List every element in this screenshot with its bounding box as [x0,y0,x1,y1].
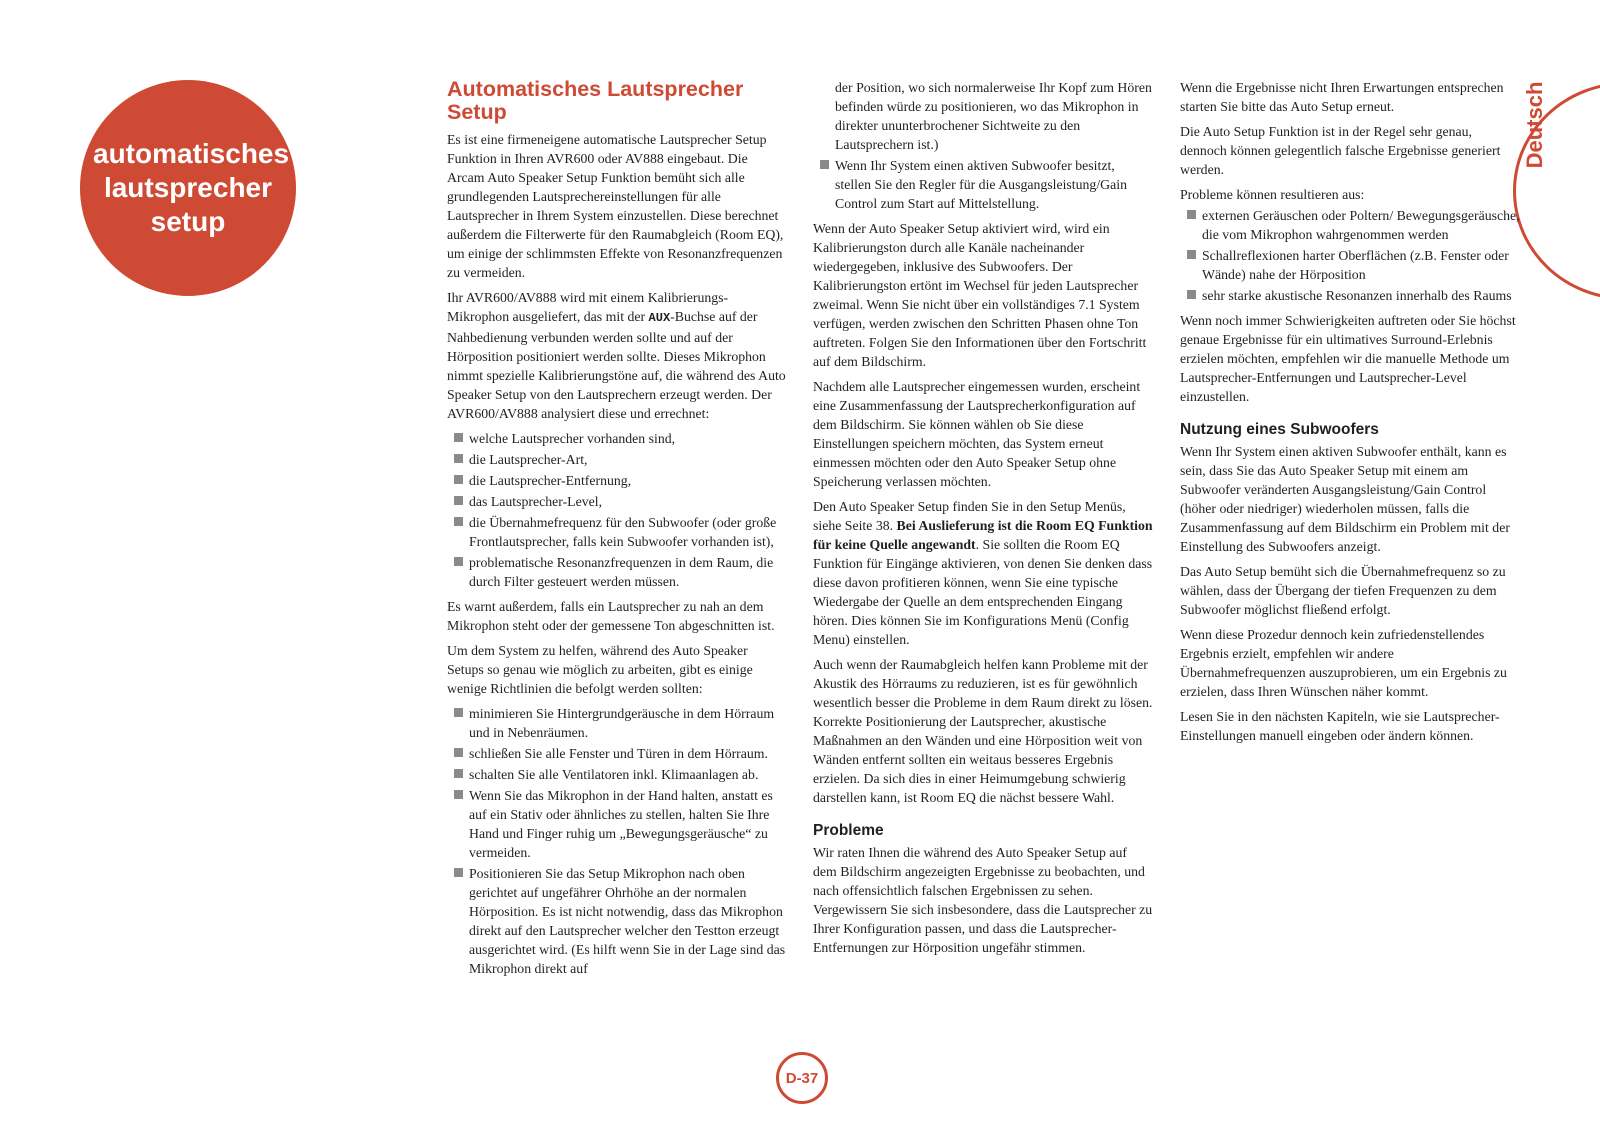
paragraph: Wenn diese Prozedur dennoch kein zufriedenstellendes Ergebnis erzielt, empfehlen wir andere Übernahmefrequenzen auszuprobieren, um ein Ergebnis zu erzielen, dass Ihren Wünschen näher kommt. [1180,627,1507,699]
list-item-text: Positionieren Sie das Setup Mikrophon nach oben gerichtet auf ungefährer Ohrhöhe an der normalen Hörposition. Es ist nicht notwendig, dass das Mikrophon direkt auf den Lautsprecher welcher den Testton erzeugt ausgerichtet wird. (Es hilft wenn Sie in der Lage sind das Mikrophon direkt auf [469,866,786,976]
list-item [469,864,787,978]
paragraph: Es warnt außerdem, falls ein Lautsprecher zu nah an dem Mikrophon steht oder der gemessene Ton abgeschnitten ist. [447,599,775,633]
square-bullet-icon [454,475,463,484]
list-item-text: minimieren Sie Hintergrundgeräusche in dem Hörraum und in Nebenräumen. [469,706,775,740]
paragraph: Es ist eine firmeneigene automatische Lautsprecher Setup Funktion in Ihren AVR600 oder AV888 eingebaut. Die Arcam Auto Speaker Setup Funktion bemüht sich alle grundlegenden Lautsprechereinstellungen für alle Lautsprecher in Ihrem System einzustellen. Diese berechnet außerdem die Filterwerte für den Raumabgleich (Room EQ), um einige der schlimmsten Effekte von Resonanzfrequenzen zu vermeiden. [447,132,784,280]
paragraph: Wenn Ihr System einen aktiven Subwoofer enthält, kann es sein, dass Sie das Auto Speaker Setup mit einem am Subwoofer veränderten Ausgangsleistung/Gain Control (höher oder niedriger) wiederholen müssen, falls die Zusammenfassung auf dem Bildschirm ein Problem mit der Einstellung des Subwoofers anzeigt. [1180,444,1510,554]
list-item-text: das Lautsprecher-Level, [469,494,603,509]
square-bullet-icon [454,790,463,799]
square-bullet-icon [454,557,463,566]
square-bullet-icon [1187,290,1196,299]
list-item [469,450,787,469]
text-run: Den Auto Speaker Setup finden Sie in den Setup Menüs, siehe Seite 38. [813,499,1126,533]
square-bullet-icon [454,708,463,717]
bold-notice: Bei Auslieferung ist die Room EQ Funktion für keine Quelle angewandt [813,518,1153,552]
list-item [469,744,787,763]
list-item [469,786,787,862]
paragraph: Wenn die Ergebnisse nicht Ihren Erwartungen entsprechen starten Sie bitte das Auto Setup erneut. [1180,80,1504,114]
paragraph: Lesen Sie in den nächsten Kapiteln, wie sie Lautsprecher-Einstellungen manuell eingeben oder ändern können. [1180,709,1500,743]
list-item-continuation: der Position, wo sich normalerweise Ihr Kopf zum Hören befinden würde zu positionieren, wo das Mikrophon in direkter ununterbrochener Sichtweite zu den Lautsprechern ist.) [835,80,1152,152]
list-item-text: Wenn Sie das Mikrophon in der Hand halten, anstatt es auf ein Stativ oder ähnliches zu stellen, halten Sie Ihre Hand und Finger ruhig um „Bewegungsgeräusche“ zu vermeiden. [469,788,773,860]
paragraph: Das Auto Setup bemüht sich die Übernahmefrequenz so zu wählen, dass der Übergang der tiefen Frequenzen zu dem Subwoofer möglichst fließend erfolgt. [1180,564,1506,617]
list-item-text: externen Geräuschen oder Poltern/ Bewegungsgeräusche, die vom Mikrophon wahrgenommen werden [1202,208,1520,242]
list-item [469,553,787,591]
continued-list [813,78,1153,154]
square-bullet-icon [454,517,463,526]
list-item-text: Wenn Ihr System einen aktiven Subwoofer besitzt, stellen Sie den Regler für die Ausgangsleistung/Gain Control zum Start auf Mittelstellung. [835,158,1127,211]
subwoofer-list [813,156,1153,213]
page-number: D-37 [785,1069,819,1087]
paragraph: Probleme können resultieren aus: [1180,187,1365,202]
square-bullet-icon [454,454,463,463]
text-run: -Buchse auf der Nahbedienung verbunden werden sollte und auf der Hörposition positioniert werden sollte. Dieses Mikrophon nimmt spezielle Kalibrierungstöne auf, die während des Auto Speaker Setup von den Lautsprechern erzeugt werden. Der AVR600/AV888 analysiert diese und errechnet: [447,309,786,421]
list-item [1202,246,1520,284]
list-item [1202,206,1520,244]
paragraph: Um dem System zu helfen, während des Auto Speaker Setups so genau wie möglich zu arbeiten, gibt es einige wenige Richtlinien die befolgt werden sollten: [447,643,753,696]
calculation-list [447,429,787,591]
paragraph: Wenn der Auto Speaker Setup aktiviert wird, wird ein Kalibrierungston durch alle Kanäle nacheinander wiedergegeben, inklusive des Subwoofers. Der Kalibrierungston ertönt im Wechsel für jeden Lautsprecher zweimal. Wenn Sie nicht über ein vollständiges 7.1 System verfügen, werden zwischen den Schritten Phasen ohne Ton auftreten. Folgen Sie den Informationen über den Fortschritt auf dem Bildschirm. [813,221,1147,369]
list-item-text: welche Lautsprecher vorhanden sind, [469,431,676,446]
list-item-text: die Übernahmefrequenz für den Subwoofer (oder große Frontlautsprecher, falls kein Subwoofer vorhanden ist), [469,515,777,549]
square-bullet-icon [820,160,829,169]
list-item [469,704,787,742]
paragraph: Wir raten Ihnen die während des Auto Speaker Setup auf dem Bildschirm angezeigten Ergebnisse zu beobachten, und nach offensichtlich falschen Ergebnissen zu sehen. Vergewissern Sie sich insbesondere, dass die Lautsprecher zu Ihrer Konfiguration passen, und dass die Lautsprecher-Entfernungen zur Hörposition ungefähr stimmen. [813,845,1153,955]
problems-heading: Probleme [813,822,884,839]
square-bullet-icon [454,433,463,442]
subwoofer-heading: Nutzung eines Subwoofers [1180,421,1379,438]
list-item-text: Schallreflexionen harter Oberflächen (z.B. Fenster oder Wände) nahe der Hörposition [1202,248,1509,282]
chapter-circle-badge [80,80,296,296]
language-tab-label: Deutsch [1522,81,1547,169]
list-item-text: schalten Sie alle Ventilatoren inkl. Klimaanlagen ab. [469,767,759,782]
paragraph [447,288,787,423]
list-item-text: sehr starke akustische Resonanzen innerhalb des Raums [1202,288,1512,303]
list-item-text: die Lautsprecher-Entfernung, [469,473,632,488]
chapter-circle-label: automatisches lautsprecher setup [93,138,290,237]
section-title: Automatisches Lautsprecher Setup [447,77,744,124]
column-1 [447,78,787,984]
square-bullet-icon [454,748,463,757]
text-run: . Sie sollten die Room EQ Funktion für Eingänge aktivieren, von denen Sie denken dass diese davon profitieren können, wenn Sie eine typische Wiedergabe der Quelle an dem entsprechenden Eingang hören. Dies können Sie im Konfigurations Menü (Config Menu) einstellen. [813,537,1153,647]
list-item [835,156,1153,213]
list-item-text: problematische Resonanzfrequenzen in dem Raum, die durch Filter gesteuert werden müssen. [469,555,774,589]
list-item [469,765,787,784]
list-item [469,513,787,551]
page-number-badge [776,1052,828,1104]
paragraph: Die Auto Setup Funktion ist in der Regel sehr genau, dennoch können gelegentlich falsche Ergebnisse generiert werden. [1180,124,1501,177]
list-item [469,471,787,490]
square-bullet-icon [454,868,463,877]
paragraph: Wenn noch immer Schwierigkeiten auftreten oder Sie höchst genaue Ergebnisse für ein ultimatives Surround-Erlebnis erzielen möchten, empfehlen wir die manuelle Methode um Lautsprecher-Entfernungen und Lautsprecher-Level einzustellen. [1180,313,1516,404]
square-bullet-icon [1187,250,1196,259]
square-bullet-icon [454,769,463,778]
paragraph: Nachdem alle Lautsprecher eingemessen wurden, erscheint eine Zusammenfassung der Lautsprecherkonfiguration auf dem Bildschirm. Sie können wählen ob Sie diese Einstellungen speichern möchten, das System erneut einmessen möchten oder den Auto Speaker Setup ohne Speicherung verlassen möchten. [813,379,1141,489]
aux-socket-label: AUX [648,311,671,325]
guidelines-list [447,704,787,978]
list-item [469,492,787,511]
list-item-text: schließen Sie alle Fenster und Türen in dem Hörraum. [469,746,768,761]
column-2 [813,78,1153,963]
paragraph [813,497,1153,649]
square-bullet-icon [1187,210,1196,219]
list-item [469,429,787,448]
list-item-text: die Lautsprecher-Art, [469,452,588,467]
problem-causes-list [1180,206,1520,305]
text-run: Ihr AVR600/AV888 wird mit einem Kalibrierungs-Mikrophon ausgeliefert, das mit der [447,290,729,324]
square-bullet-icon [454,496,463,505]
paragraph: Auch wenn der Raumabgleich helfen kann Probleme mit der Akustik des Hörraums zu reduzieren, ist es für gewöhnlich wesentlich besser die Probleme in dem Raum direkt zu lösen. Korrekte Positionierung der Lautsprecher, akustische Maßnahmen an den Wänden und eine Hörposition weit von Wänden entfernt sollten ein weitaus besseres Ergebnis erzielen. Da sich dies in einer Heimumgebung schwierig darstellen kann, ist Room EQ die nächst bessere Wahl. [813,657,1153,805]
list-item [1202,286,1520,305]
column-3 [1180,78,1520,751]
